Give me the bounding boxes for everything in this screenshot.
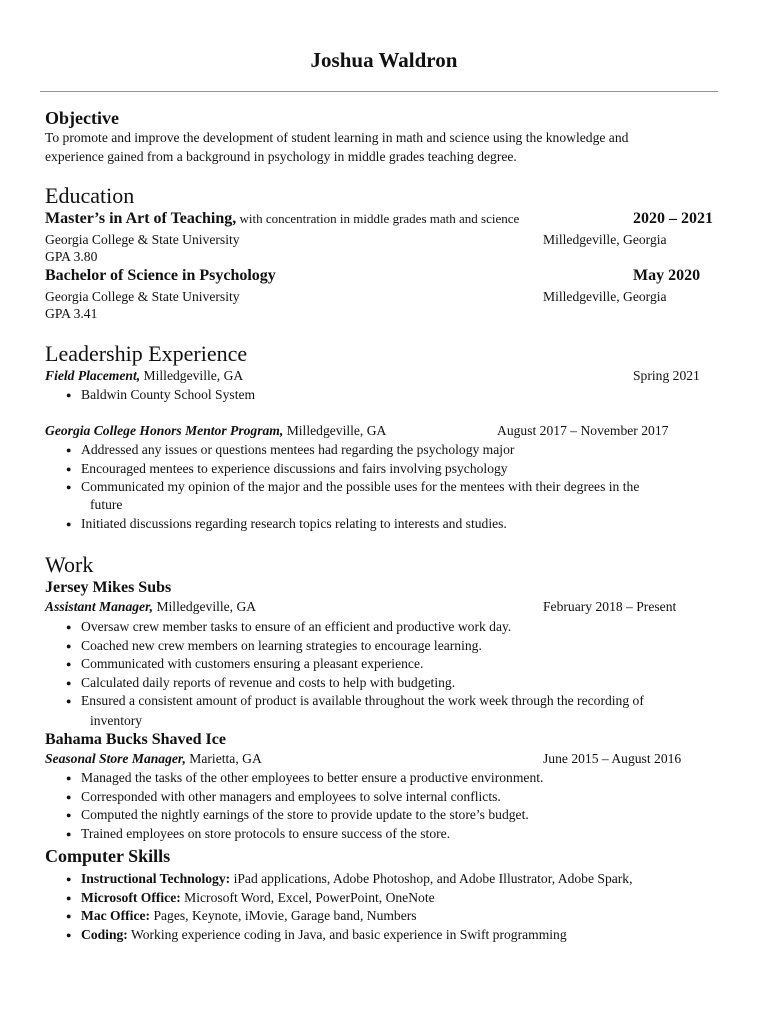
skills-heading: Computer Skills bbox=[45, 846, 171, 866]
degree-location: Milledgeville, Georgia bbox=[543, 289, 667, 304]
skill-label: Microsoft Office: bbox=[81, 889, 181, 905]
role-title: Georgia College Honors Mentor Program, bbox=[45, 423, 284, 438]
degree-detail: with concentration in middle grades math and science bbox=[236, 211, 520, 226]
company-bahama-bucks: Bahama Bucks Shaved Ice bbox=[45, 731, 226, 748]
work-heading: Work bbox=[45, 552, 94, 577]
header-divider bbox=[40, 91, 718, 92]
skill-text: Pages, Keynote, iMovie, Garage band, Numbers bbox=[150, 908, 417, 923]
degree-bachelor-title: Bachelor of Science in Psychology bbox=[45, 267, 276, 284]
work-bullets-jersey-mikes bbox=[66, 618, 716, 711]
skill-label: Instructional Technology: bbox=[81, 871, 231, 886]
role-location: Milledgeville, GA bbox=[283, 423, 387, 438]
role-location: Marietta, GA bbox=[185, 751, 262, 766]
leadership-bullets-honors-mentor bbox=[66, 441, 716, 497]
list-item: ● Trained employees on store protocols to ensure success of the store. bbox=[66, 825, 716, 844]
role-title: Seasonal Store Manager, bbox=[45, 751, 186, 766]
list-item: ● Corresponded with other managers and employees to solve internal conflicts. bbox=[66, 788, 716, 807]
degree-gpa: GPA 3.41 bbox=[45, 306, 98, 321]
objective-text-line-2: experience gained from a background in psychology in middle grades teaching degree. bbox=[45, 149, 517, 164]
list-item: ● Managed the tasks of the other employees to better ensure a productive environment. bbox=[66, 769, 716, 788]
role-title: Field Placement, bbox=[45, 368, 141, 383]
degree-date: May 2020 bbox=[633, 267, 701, 284]
degree-date: 2020 – 2021 bbox=[633, 210, 713, 227]
role-location: Milledgeville, GA bbox=[140, 368, 244, 383]
degree-school: Georgia College & State University bbox=[45, 289, 240, 304]
degree-masters bbox=[45, 210, 519, 228]
bullet-continuation: future bbox=[90, 497, 123, 512]
job-role-seasonal-store-manager bbox=[45, 751, 262, 767]
list-item: ● Coached new crew members on learning strategies to encourage learning. bbox=[66, 637, 716, 656]
skill-text: Working experience coding in Java, and basic experience in Swift programming bbox=[127, 926, 567, 942]
work-bullets-bahama-bucks bbox=[66, 769, 716, 843]
role-date: June 2015 – August 2016 bbox=[543, 751, 682, 766]
list-item: ● Baldwin County School System bbox=[66, 386, 716, 405]
skill-item bbox=[66, 907, 716, 926]
role-date: Spring 2021 bbox=[633, 368, 700, 383]
skill-text: Microsoft Word, Excel, PowerPoint, OneNote bbox=[180, 889, 435, 905]
bullet-continuation: inventory bbox=[90, 713, 143, 728]
list-item: ● Oversaw crew member tasks to ensure of an efficient and productive work day. bbox=[66, 618, 716, 637]
job-role-assistant-manager bbox=[45, 599, 256, 615]
degree-gpa: GPA 3.80 bbox=[45, 249, 98, 264]
education-heading: Education bbox=[45, 183, 135, 208]
role-title: Assistant Manager, bbox=[45, 599, 154, 614]
role-date: August 2017 – November 2017 bbox=[497, 423, 669, 438]
skill-item bbox=[66, 926, 716, 945]
role-date: February 2018 – Present bbox=[543, 599, 677, 614]
leadership-bullets-honors-mentor-end bbox=[66, 515, 716, 534]
skill-item bbox=[66, 889, 716, 908]
role-location: Milledgeville, GA bbox=[153, 599, 257, 614]
company-jersey-mikes: Jersey Mikes Subs bbox=[45, 579, 172, 596]
list-item: ● Ensured a consistent amount of product is available throughout the work week through the recording of bbox=[66, 692, 716, 711]
list-item: ● Calculated daily reports of revenue and costs to help with budgeting. bbox=[66, 674, 716, 693]
list-item: ● Communicated with customers ensuring a pleasant experience. bbox=[66, 655, 716, 674]
leadership-role-honors-mentor bbox=[45, 423, 386, 439]
objective-heading: Objective bbox=[45, 108, 119, 128]
leadership-bullets-field-placement bbox=[66, 386, 716, 405]
degree-location: Milledgeville, Georgia bbox=[543, 232, 667, 247]
skill-label: Mac Office: bbox=[81, 908, 151, 923]
resume-name: Joshua Waldron bbox=[310, 48, 458, 72]
list-item: ● Communicated my opinion of the major and the possible uses for the mentees with their degrees in the bbox=[66, 478, 716, 497]
list-item: ● Initiated discussions regarding research topics relating to interests and studies. bbox=[66, 515, 716, 534]
skill-item bbox=[66, 870, 716, 889]
skills-list bbox=[66, 870, 716, 944]
list-item: ● Encouraged mentees to experience discussions and fairs involving psychology bbox=[66, 460, 716, 479]
degree-title: Master’s in Art of Teaching, bbox=[45, 210, 237, 227]
list-item: ● Computed the nightly earnings of the store to provide update to the store’s budget. bbox=[66, 806, 716, 825]
list-item: ● Addressed any issues or questions mentees had regarding the psychology major bbox=[66, 441, 716, 460]
leadership-heading: Leadership Experience bbox=[45, 341, 248, 366]
objective-text-line-1: To promote and improve the development of student learning in math and science using the knowledge and bbox=[45, 130, 629, 145]
skill-label: Coding: bbox=[81, 926, 128, 942]
skill-text: iPad applications, Adobe Photoshop, and Adobe Illustrator, Adobe Spark, bbox=[230, 871, 633, 886]
leadership-role-field-placement bbox=[45, 368, 243, 384]
degree-school: Georgia College & State University bbox=[45, 232, 240, 247]
